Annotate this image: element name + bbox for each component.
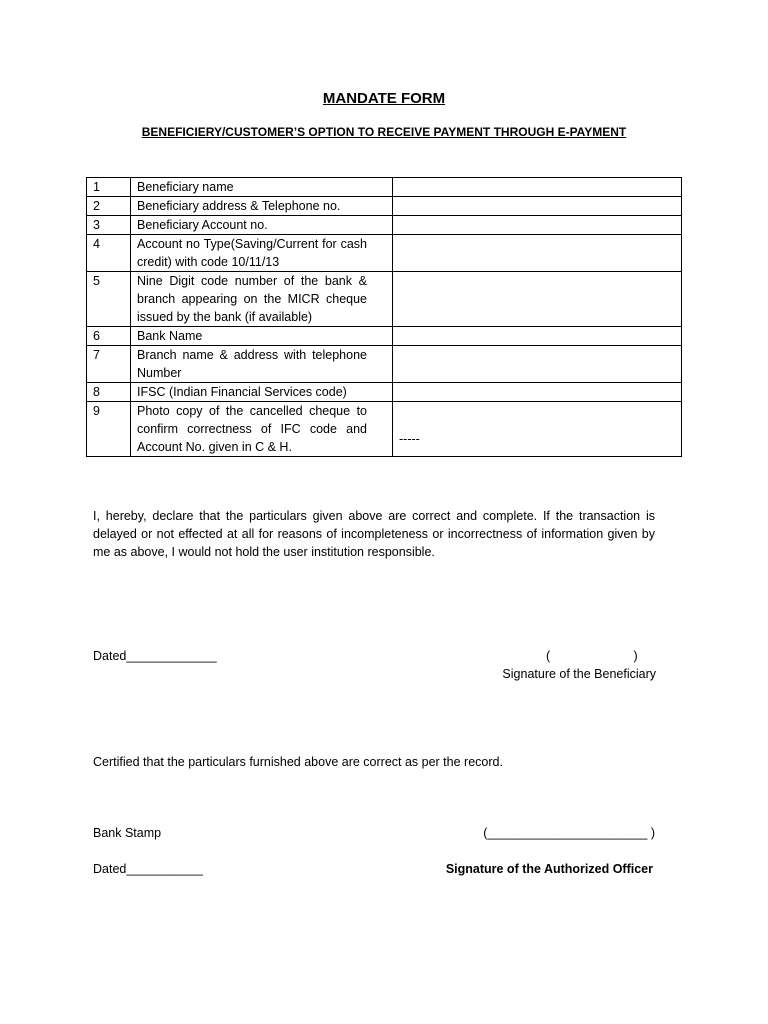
row-label: Beneficiary Account no. [131,216,393,235]
form-title: MANDATE FORM [322,90,446,107]
row-value-field[interactable] [393,272,682,327]
row-value-field[interactable] [393,327,682,346]
bank-stamp-label: Bank Stamp [93,826,162,840]
officer-signature-line[interactable]: (_______________________ ) [483,826,655,840]
row-value-field[interactable] [393,197,682,216]
table-row [87,272,682,327]
row-label: Beneficiary name [131,178,393,197]
row-number: 9 [87,402,131,457]
row-label: Branch name & address with telephone Number [131,346,393,383]
row-number: 5 [87,272,131,327]
row-value-field[interactable] [393,346,682,383]
table-row [87,327,682,346]
row-label: Nine Digit code number of the bank & branch appearing on the MICR cheque issued by the bank (if available) [131,272,393,327]
row-label: Beneficiary address & Telephone no. [131,197,393,216]
certification-text: Certified that the particulars furnished above are correct as per the record. [93,755,503,769]
declaration-text: I, hereby, declare that the particulars given above are correct and complete. If the transaction is delayed or not effected at all for reasons of incompleteness or incorrectness of information given by me as above, I would not hold the user institution responsible. [93,509,655,559]
beneficiary-dated-field[interactable]: Dated_____________ [93,649,217,663]
row-label: Bank Name [131,327,393,346]
row-number: 1 [87,178,131,197]
officer-signature-label: Signature of the Authorized Officer [445,862,653,876]
row-value-field[interactable] [393,235,682,272]
row-number: 4 [87,235,131,272]
officer-dated-field[interactable]: Dated___________ [93,862,203,876]
table-row [87,178,682,197]
table-row [87,383,682,402]
row-value-field[interactable] [393,178,682,197]
row-value-field[interactable] [393,383,682,402]
row-number: 8 [87,383,131,402]
table-row [87,346,682,383]
row-label: Photo copy of the cancelled cheque to confirm correctness of IFC code and Account No. given in C & H. [131,402,393,457]
table-row [87,235,682,272]
beneficiary-details-table [86,177,682,457]
row-value-field[interactable]: ----- [393,402,682,457]
row-number: 2 [87,197,131,216]
row-number: 7 [87,346,131,383]
table-row [87,402,682,457]
row-value-field[interactable] [393,216,682,235]
row-label: IFSC (Indian Financial Services code) [131,383,393,402]
form-subtitle: BENEFICIERY/CUSTOMER’S OPTION TO RECEIVE PAYMENT THROUGH E-PAYMENT [141,125,627,139]
beneficiary-signature-space: ( ) [546,649,638,663]
row-number: 6 [87,327,131,346]
row-label: Account no Type(Saving/Current for cash credit) with code 10/11/13 [131,235,393,272]
table-row [87,216,682,235]
beneficiary-signature-label: Signature of the Beneficiary [502,667,656,681]
table-row [87,197,682,216]
row-number: 3 [87,216,131,235]
